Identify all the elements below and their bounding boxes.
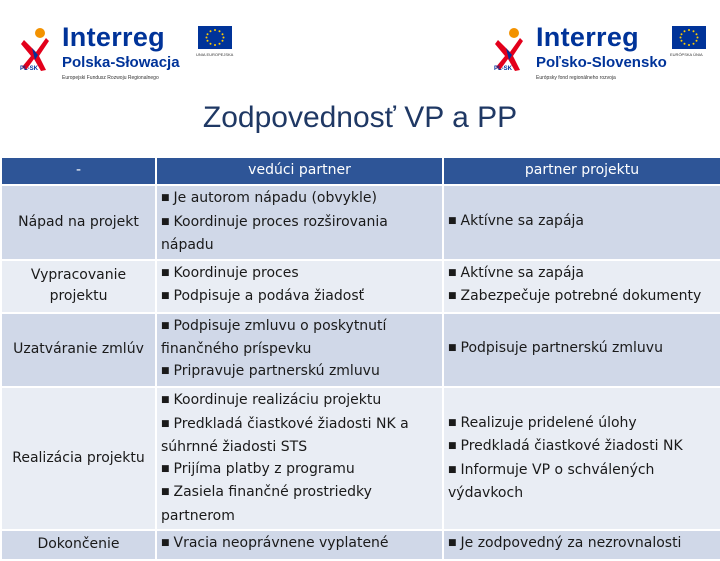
list-item: ■ Aktívne sa zapája [448, 264, 584, 281]
mark-label: PL-SK [494, 66, 512, 72]
list-item: ■ Predkladá čiastkové žiadosti NK a súhrnné žiadosti STS [161, 415, 409, 455]
brand-name: Interreg [62, 22, 165, 52]
brand-subtitle: Polska-Słowacja [62, 54, 180, 71]
table-row [1, 313, 720, 388]
row-label: Uzatváranie zmlúv [1, 313, 156, 388]
row-label: Vypracovanie projektu [1, 260, 156, 313]
list-item: ■ Informuje VP o schválených výdavkoch [448, 461, 655, 501]
list-item: ■ Predkladá čiastkové žiadosti NK [448, 438, 683, 454]
list-item: ■ Pripravuje partnerskú zmluvu [161, 362, 380, 379]
list-item: ■ Zasiela finančné prostriedky partnerom [161, 484, 372, 524]
brand-tagline: Európsky fond regionálneho rozvoja [536, 75, 616, 81]
table-row [1, 530, 720, 560]
list-item: ■ Vracia neoprávnene vyplatené [161, 535, 389, 551]
list-item: ■ Koordinuje proces [161, 264, 299, 281]
row-label: Realizácia projektu [1, 387, 156, 530]
eu-flag-icon [672, 26, 706, 49]
interreg-figure-icon [490, 26, 528, 84]
list-item: ■ Je zodpovedný za nezrovnalosti [448, 535, 682, 551]
interreg-logo-sk [490, 22, 710, 86]
table-row [1, 260, 720, 313]
lead-partner-cell [156, 185, 443, 260]
interreg-figure-icon [16, 26, 54, 84]
table-header-row [1, 157, 720, 185]
project-partner-cell [443, 185, 720, 260]
column-header: vedúci partner [156, 157, 443, 185]
project-partner-cell [443, 530, 720, 560]
slide-title: Zodpovednosť VP a PP [202, 101, 518, 134]
list-item: ■ Podpisuje zmluvu o poskytnutí finančného príspevku [161, 317, 387, 357]
list-item: ■ Koordinuje proces rozširovania nápadu [161, 213, 388, 253]
lead-partner-cell [156, 530, 443, 560]
brand-name: Interreg [536, 22, 639, 52]
lead-partner-cell [156, 387, 443, 530]
list-item: ■ Realizuje pridelené úlohy [448, 414, 637, 431]
list-item: ■ Podpisuje partnerskú zmluvu [448, 340, 663, 356]
project-partner-cell [443, 260, 720, 313]
list-item: ■ Aktívne sa zapája [448, 212, 584, 229]
eu-caption: UNIA EUROPEJSKA [196, 52, 234, 57]
list-item: ■ Podpisuje a podáva žiadosť [161, 288, 365, 304]
eu-caption: EURÓPSKA ÚNIA [670, 52, 703, 57]
brand-tagline: Europejski Fundusz Rozwoju Regionalnego [62, 75, 159, 81]
list-item: ■ Je autorom nápadu (obvykle) [161, 190, 378, 206]
responsibility-table [0, 156, 720, 561]
list-item: ■ Koordinuje realizáciu projektu [161, 392, 382, 408]
project-partner-cell [443, 313, 720, 388]
table-row [1, 185, 720, 260]
interreg-logo-pl [16, 22, 236, 86]
row-label: Nápad na projekt [1, 185, 156, 260]
row-label: Dokončenie [1, 530, 156, 560]
list-item: ■ Zabezpečuje potrebné dokumenty [448, 288, 702, 304]
lead-partner-cell [156, 313, 443, 388]
column-header: - [1, 157, 156, 185]
brand-subtitle: Poľsko-Slovensko [536, 54, 667, 71]
list-item: ■ Prijíma platby z programu [161, 460, 355, 477]
table-row [1, 387, 720, 530]
mark-label: PL-SK [20, 66, 38, 72]
lead-partner-cell [156, 260, 443, 313]
eu-flag-icon [198, 26, 232, 49]
project-partner-cell [443, 387, 720, 530]
column-header: partner projektu [443, 157, 720, 185]
